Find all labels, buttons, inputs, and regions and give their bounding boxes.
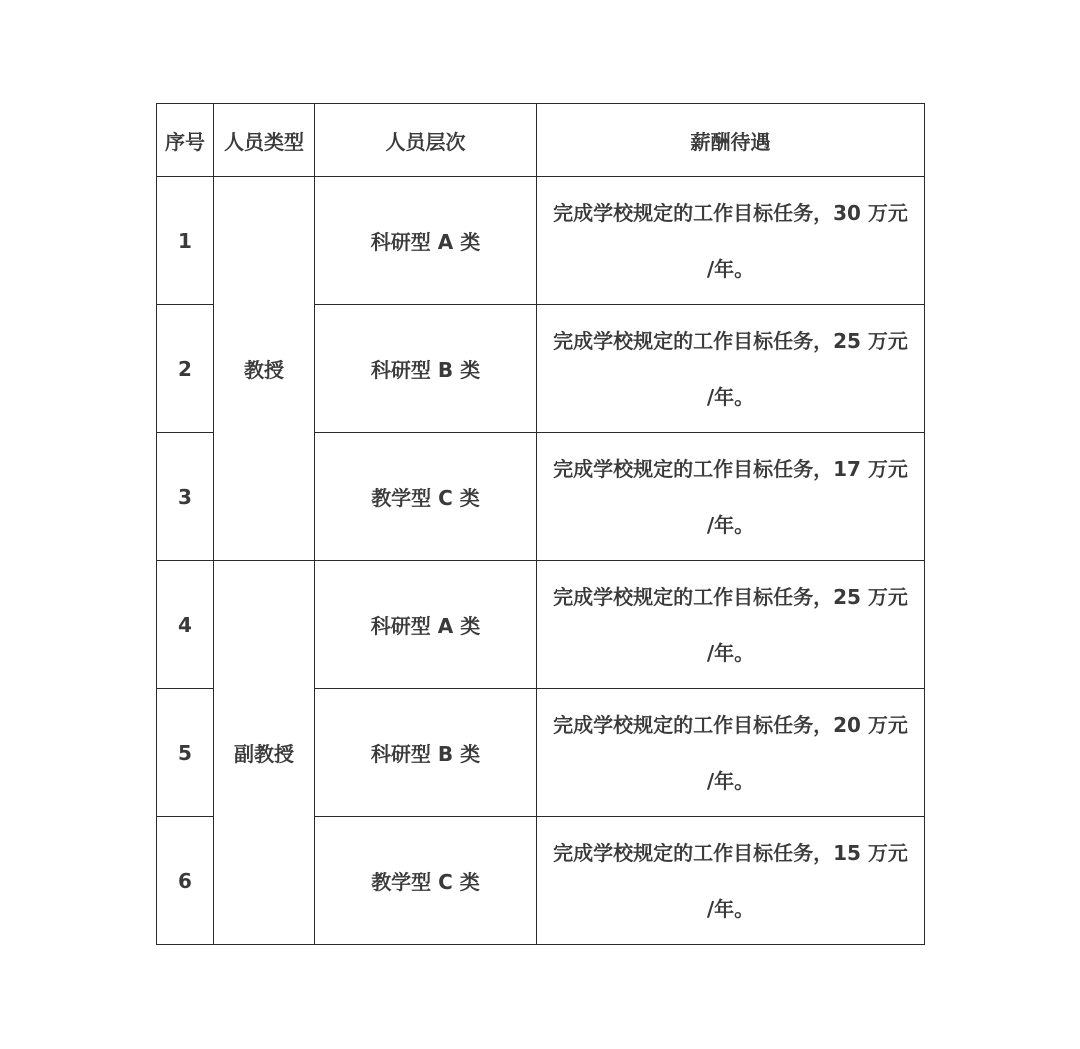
salary-text: 完成学校规定的工作目标任务，30 万元 xyxy=(553,200,908,225)
salary-text: 完成学校规定的工作目标任务，25 万元 xyxy=(553,584,908,609)
staff-level-cell: 教学型 C 类 xyxy=(315,817,537,945)
header-staff-level: 人员层次 xyxy=(315,104,537,177)
row-index: 4 xyxy=(157,561,214,689)
salary-unit: /年。 xyxy=(706,384,755,409)
salary-cell xyxy=(537,305,925,433)
staff-level-cell: 科研型 B 类 xyxy=(315,689,537,817)
header-row xyxy=(157,104,925,177)
staff-level-cell: 教学型 C 类 xyxy=(315,433,537,561)
salary-text: 完成学校规定的工作目标任务，15 万元 xyxy=(553,840,908,865)
staff-type-cell: 教授 xyxy=(214,177,315,561)
salary-cell xyxy=(537,817,925,945)
salary-cell xyxy=(537,689,925,817)
staff-level-cell: 科研型 A 类 xyxy=(315,177,537,305)
staff-level-cell: 科研型 A 类 xyxy=(315,561,537,689)
staff-level-cell: 科研型 B 类 xyxy=(315,305,537,433)
table-row xyxy=(157,177,925,305)
salary-unit: /年。 xyxy=(706,640,755,665)
header-staff-type: 人员类型 xyxy=(214,104,315,177)
row-index: 1 xyxy=(157,177,214,305)
row-index: 2 xyxy=(157,305,214,433)
staff-type-cell: 副教授 xyxy=(214,561,315,945)
salary-unit: /年。 xyxy=(706,256,755,281)
row-index: 6 xyxy=(157,817,214,945)
salary-unit: /年。 xyxy=(706,768,755,793)
salary-unit: /年。 xyxy=(706,512,755,537)
row-index: 3 xyxy=(157,433,214,561)
salary-text: 完成学校规定的工作目标任务，25 万元 xyxy=(553,328,908,353)
salary-table xyxy=(156,103,925,945)
table-row xyxy=(157,561,925,689)
salary-text: 完成学校规定的工作目标任务，20 万元 xyxy=(553,712,908,737)
salary-cell xyxy=(537,433,925,561)
header-index: 序号 xyxy=(157,104,214,177)
row-index: 5 xyxy=(157,689,214,817)
salary-cell xyxy=(537,561,925,689)
header-salary: 薪酬待遇 xyxy=(537,104,925,177)
salary-cell xyxy=(537,177,925,305)
salary-unit: /年。 xyxy=(706,896,755,921)
salary-text: 完成学校规定的工作目标任务，17 万元 xyxy=(553,456,908,481)
